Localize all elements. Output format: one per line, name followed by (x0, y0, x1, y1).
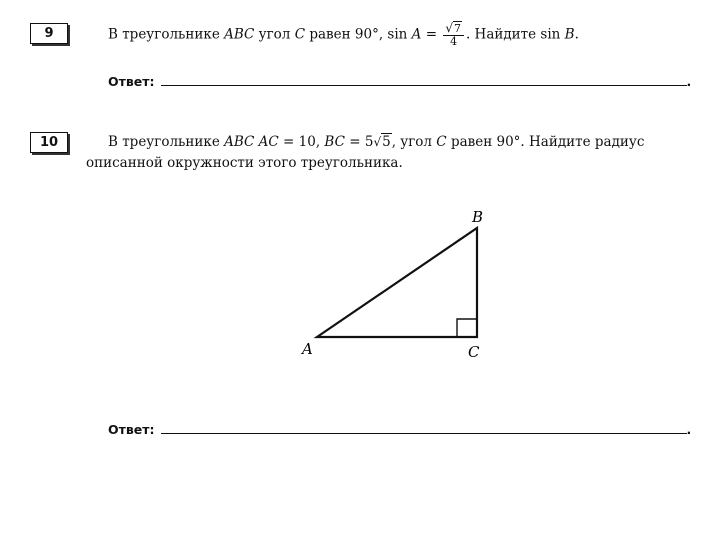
sqrt-5: √5 (373, 134, 391, 150)
problem-9-text: В треугольнике ABC угол C равен 90°, sin A = $\frac{√7}{4}$ . Найдите sin B. (108, 21, 579, 48)
triangle-abc (317, 228, 477, 337)
right-angle-mark (457, 319, 477, 337)
vertex-label-b: B (472, 208, 484, 226)
problem-9-answer: Ответ: . (108, 74, 692, 89)
problem-10-text-line2: описанной окружности этого треугольника. (86, 155, 403, 171)
vertex-label-c: C (468, 343, 480, 361)
answer-line[interactable] (161, 423, 687, 434)
vertex-label-a: A (302, 340, 313, 358)
problem-10-text-line1: В треугольнике ABC AC = 10, BC = 5√5, угол C равен 90°. Найдите радиус (108, 134, 645, 150)
problem-10-number: 10 (30, 132, 68, 153)
problem-9-number: 9 (30, 23, 68, 44)
fraction-sqrt7-over-4: $\frac{√7}{4}$ (443, 22, 464, 48)
problem-10-answer: Ответ: . (108, 422, 692, 437)
